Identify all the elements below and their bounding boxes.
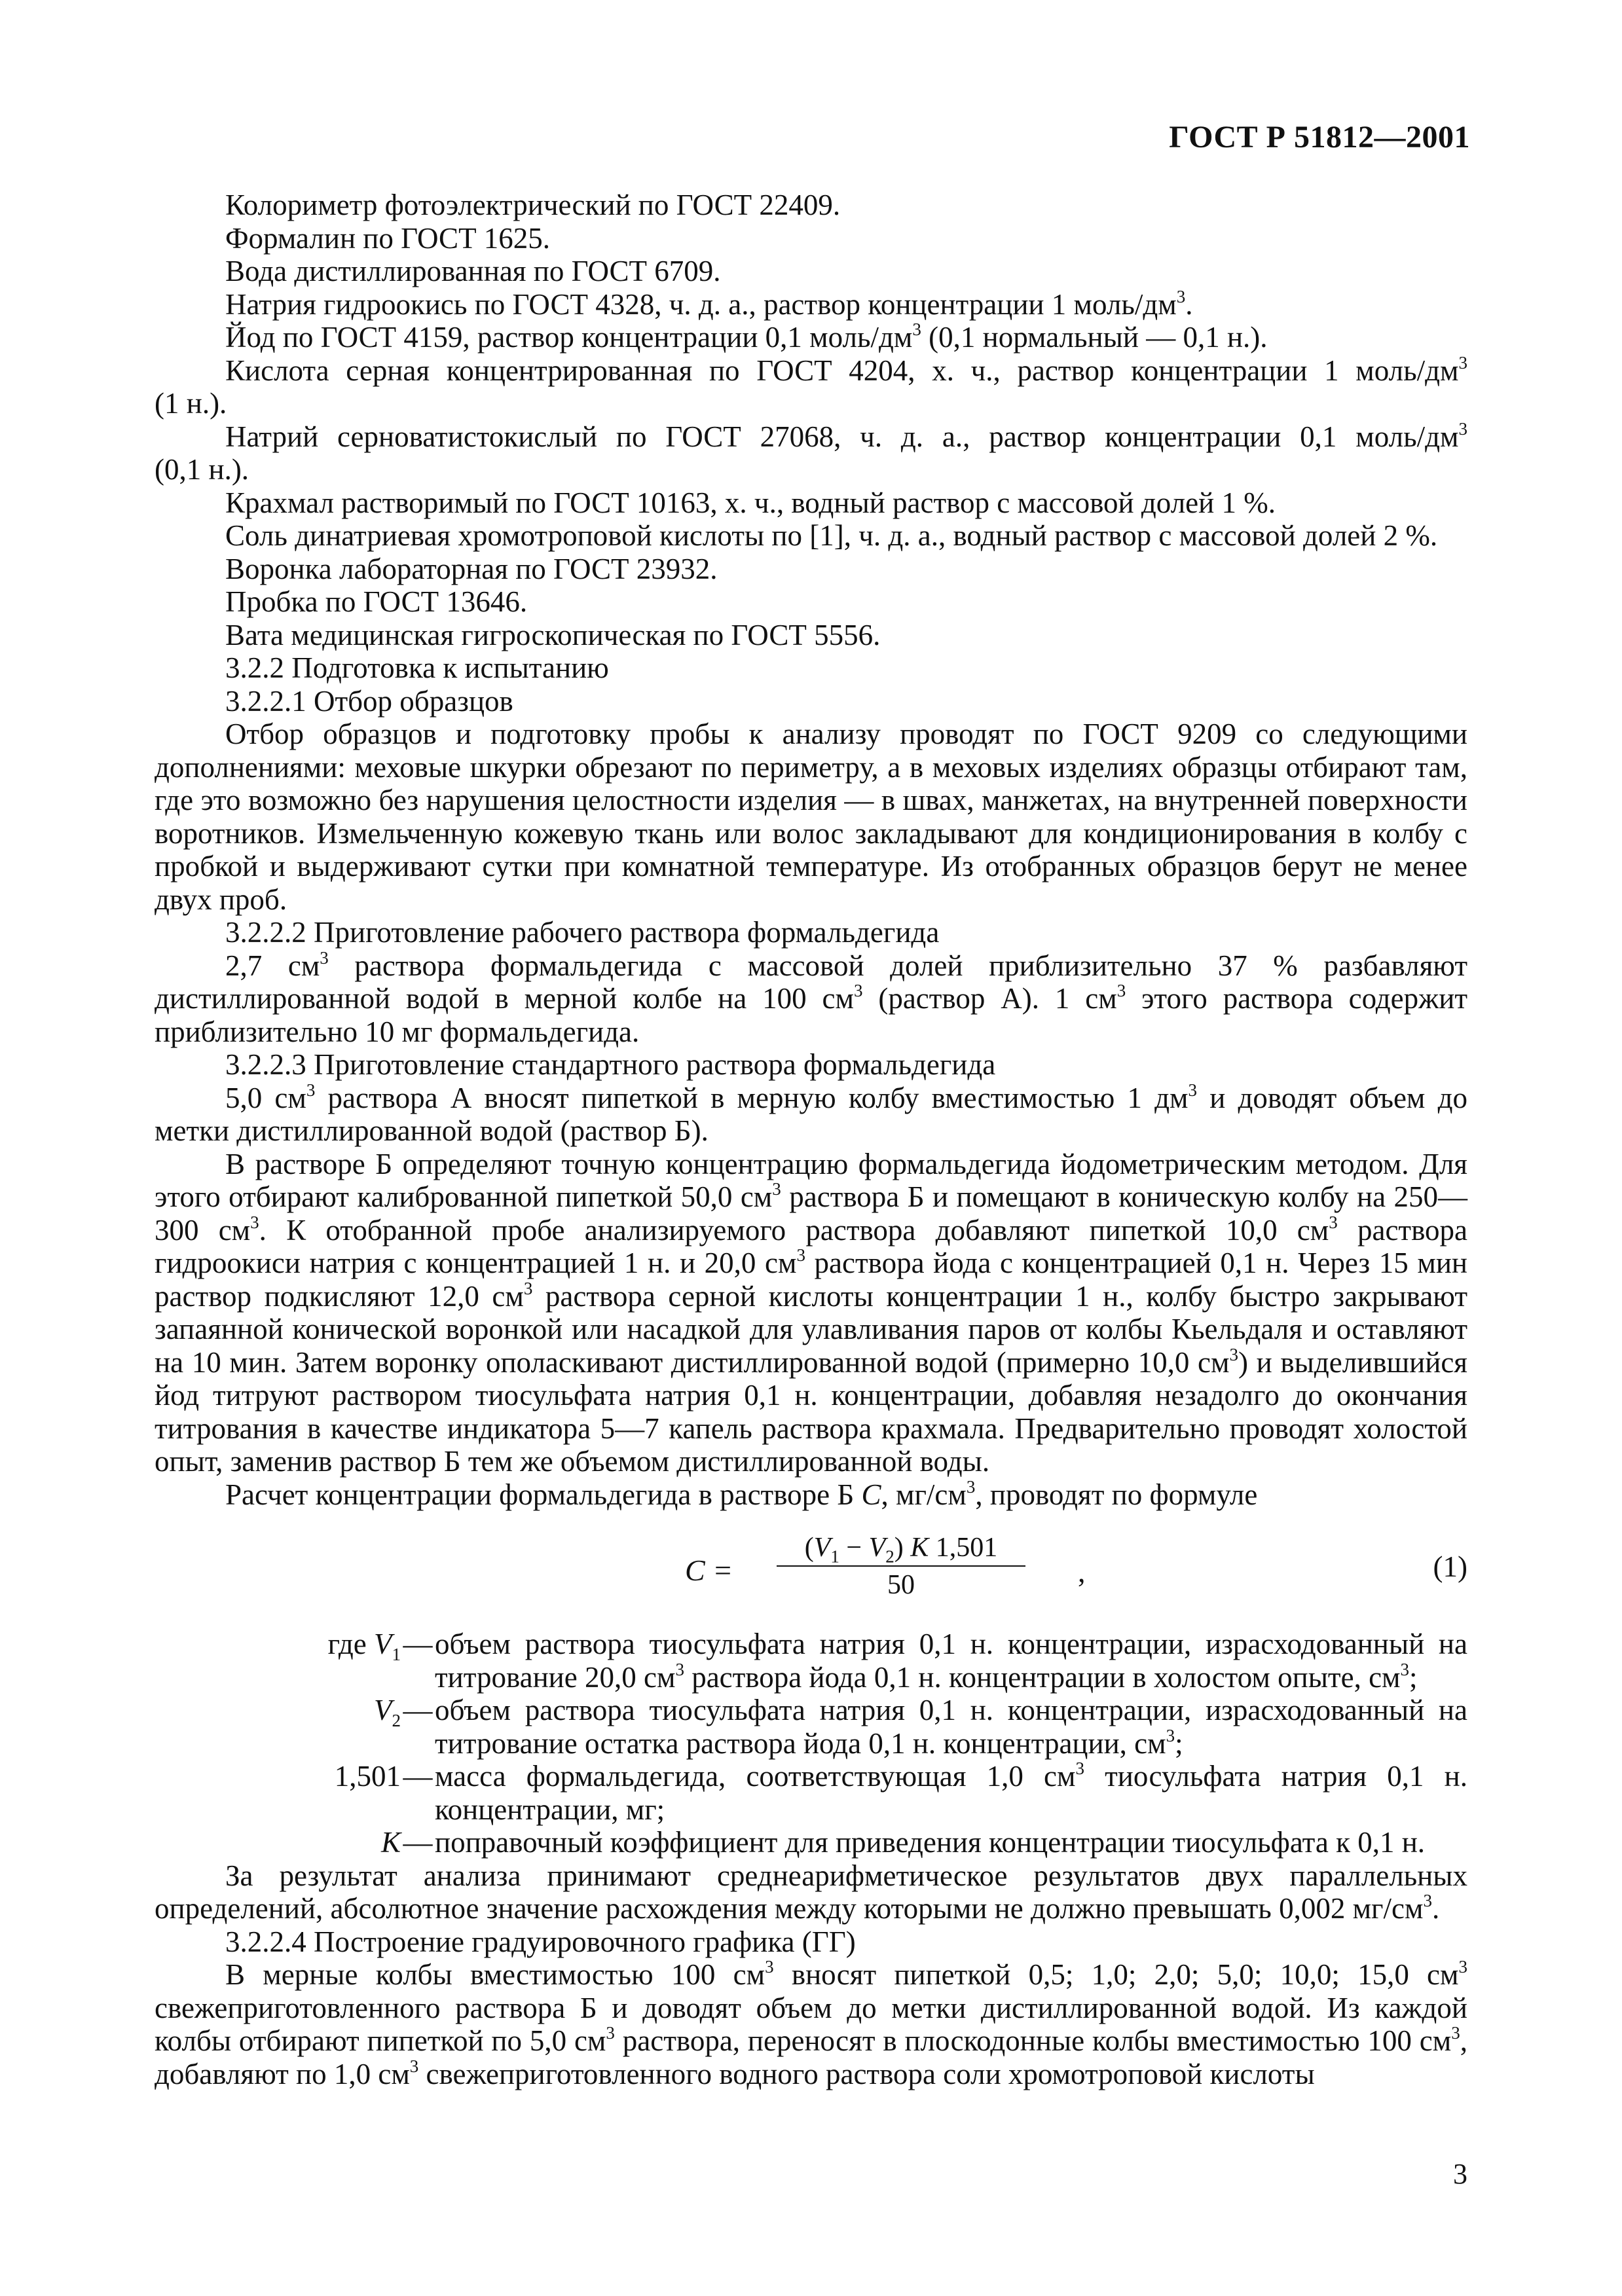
formula-denominator: 50 [887,1570,915,1600]
paragraph-result: За результат анализа принимают среднеарифметическое результатов двух параллельных определений, абсолютное значение расхождения между которыми не должно превышать 0,002 $мг/см^3$. [155,1859,1467,1925]
formula-fraction [731,1532,1071,1601]
page-number: 3 [1453,2158,1467,2190]
formula-lhs: C = [685,1554,733,1587]
paragraph-sampling: Отбор образцов и подготовку пробы к анализу проводят по ГОСТ 9209 со следующими дополнениями: меховые шкурки обрезают по периметру, а в меховых изделиях образцы отбирают там, где это возможно без нарушения целостности изделия — в швах, манжетах, на внутренней поверхности воротников. Измельченную кожевую ткань или волос закладывают для кондиционирования в колбу с пробкой и выдерживают сутки при комнатной температуре. Из отобранных образцов берут не менее двух проб. [155,718,1467,916]
list-item-continuation: (0,1 н.). [155,453,249,486]
document-body [155,189,1467,2090]
where-item-v1: где $V_1$ — объем раствора тиосульфата натрия 0,1 н. концентрации, израсходованный на титрование 20,0 $см^3$ раствора йода 0,1 н. концентрации в холостом опыте, $см^3$; [327,1628,1467,1694]
section-heading: 3.2.2.3 Приготовление стандартного раствора формальдегида [225,1048,996,1081]
list-item: Кислота серная концентрированная по ГОСТ 4204, х. ч., раствор концентрации 1 моль/$дм^3$ [225,352,1467,387]
list-item: Йод по ГОСТ 4159, раствор концентрации 0,1 моль/$дм^3$ (0,1 нормальный — 0,1 н.). [225,319,1268,354]
list-item: Вода дистиллированная по ГОСТ 6709. [225,255,721,287]
list-item: Формалин по ГОСТ 1625. [225,221,551,255]
paragraph-iodometry: В растворе Б определяют точную концентрацию формальдегида йодометрическим методом. Для этого отбирают калиброванной пипеткой 50,0 $см^3$ раствора Б и помещают в коническую колбу на 250—300 $см^3$. К отобранной пробе анализируемого раствора добавляют пипеткой 10,0 $см^3$ раствора гидроокиси натрия с концентрацией 1 н. и 20,0 $см^3$ раствора йода с концентрацией 0,1 н. Через 15 мин раствор подкисляют 12,0 $см^3$ раствора серной кислоты концентрации 1 н., колбу быстро закрывают запаянной конической воронкой или насадкой для улавливания паров от колбы Кьельдаля и оставляют на 10 мин. Затем воронку ополаскивают дистиллированной водой (примерно 10,0 $см^3$) и выделившийся йод титруют раствором тиосульфата натрия 0,1 н. концентрации, добавляя незадолго до окончания титрования в качестве индикатора 5—7 капель раствора крахмала. Предварительно проводят холостой опыт, заменив раствор Б тем же объемом дистиллированной воды. [155,1147,1468,1478]
paragraph-standard-solution: 5,0 $см^3$ раствора А вносят пипеткой в мерную колбу вместимостью 1 $дм^3$ и доводят объем до метки дистиллированной водой (раствор Б). [155,1080,1467,1147]
where-list [155,1628,1467,1859]
list-item: Колориметр фотоэлектрический по ГОСТ 22409. [225,189,841,221]
list-item: Натрий серноватистокислый по ГОСТ 27068, ч. д. а., раствор концентрации 0,1 моль/$дм^3$ [225,418,1467,453]
formula-number: (1) [1433,1550,1467,1583]
section-heading: 3.2.2.4 Построение градуировочного графика (ГГ) [225,1925,856,1958]
list-item: Воронка лабораторная по ГОСТ 23932. [225,552,718,585]
paragraph-working-solution: 2,7 $см^3$ раствора формальдегида с массовой долей приблизительно 37 % разбавляют дистиллированной водой в мерной колбе на 100 $см^3$ (раствор А). 1 $см^3$ этого раствора содержит приблизительно 10 мг формальдегида. [155,947,1467,1048]
where-item-k: K — поправочный коэффициент для приведения концентрации тиосульфата к 0,1 н. [380,1826,1426,1859]
where-intro: где [327,1628,374,1660]
standard-code-header: ГОСТ Р 51812—2001 [1169,120,1470,155]
section-heading: 3.2.2 Подготовка к испытанию [225,651,609,684]
where-item-1501: 1,501 — масса формальдегида, соответствующая 1,0 $см^3$ тиосульфата натрия 0,1 н. концентрации, мг; [334,1758,1467,1826]
list-item: Натрия гидроокись по ГОСТ 4328, ч. д. а., раствор концентрации 1 моль/$дм^3$. [225,286,1193,321]
paragraph-graph: В мерные колбы вместимостью 100 $см^3$ вносят пипеткой 0,5; 1,0; 2,0; 5,0; 10,0; 15,0 $см^3$ свежеприготовленного раствора Б и доводят объем до метки дистиллированной водой. Из каждой колбы отбирают пипеткой по 5,0 $см^3$ раствора, переносят в плоскодонные колбы вместимостью 100 $см^3$, добавляют по 1,0 $см^3$ свежеприготовленного водного раствора соли хромотроповой кислоты [155,1957,1467,2090]
section-heading: 3.2.2.2 Приготовление рабочего раствора формальдегида [225,916,940,949]
list-item: Соль динатриевая хромотроповой кислоты по [1], ч. д. а., водный раствор с массовой долей 2 %. [225,519,1438,552]
list-item: Вата медицинская гигроскопическая по ГОСТ 5556. [225,618,881,651]
fraction-bar [777,1565,1025,1567]
section-heading: 3.2.2.1 Отбор образцов [225,684,513,718]
where-item-v2: $V_2$ — объем раствора тиосульфата натрия 0,1 н. концентрации, израсходованный на титрование остатка раствора йода 0,1 н. концентрации, $см^3$; [374,1694,1467,1760]
list-item-continuation: (1 н.). [155,387,227,420]
formula-numerator: $(V_1 - V_2)$ K 1,501 [804,1533,998,1567]
list-item: Пробка по ГОСТ 13646. [225,585,528,618]
formula-1 [155,1522,1467,1620]
paragraph-calculation: Расчет концентрации формальдегида в растворе Б C, $мг/см^3$, проводят по формуле [225,1476,1258,1511]
list-item: Крахмал растворимый по ГОСТ 10163, х. ч., водный раствор с массовой долей 1 %. [225,486,1276,519]
formula-comma: , [1078,1555,1086,1588]
